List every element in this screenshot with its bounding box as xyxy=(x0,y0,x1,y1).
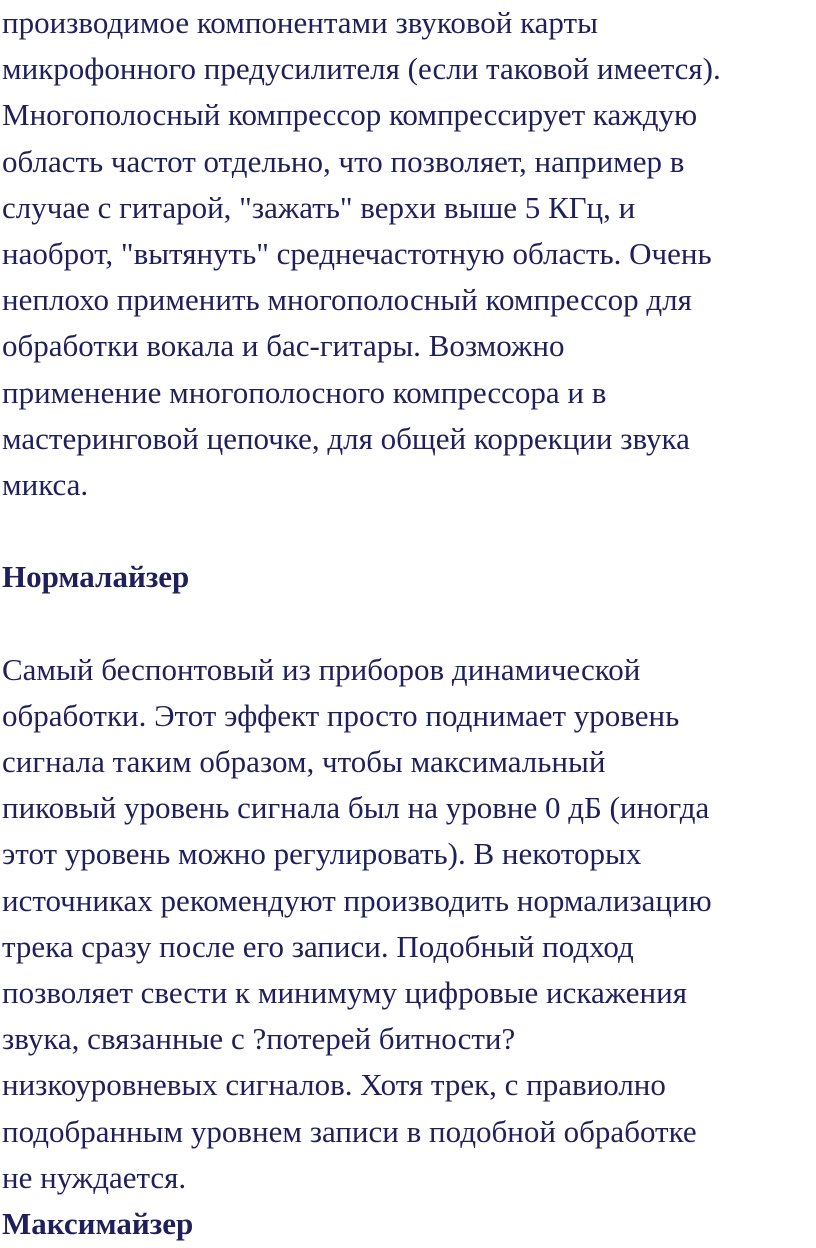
text-line: применение многополосного компрессора и в xyxy=(2,374,607,410)
blank-line xyxy=(2,508,814,554)
text-line: источниках рекомендуют производить нормализацию xyxy=(2,882,712,918)
paragraph-normalizer xyxy=(2,647,814,1201)
text-line: наоброт, "вытянуть" среднечастотную область. Очень xyxy=(2,235,712,271)
paragraph-compressor-end xyxy=(2,0,814,508)
text-line: Самый беспонтовый из приборов динамической xyxy=(2,651,641,687)
text-line: пиковый уровень сигнала был на уровне 0 дБ (иногда xyxy=(2,790,710,826)
text-line: подобранным уровнем записи в подобной обработке xyxy=(2,1113,697,1149)
text-line: область частот отдельно, что позволяет, например в xyxy=(2,143,685,179)
text-line: микрофонного предусилителя (если таковой имеется). xyxy=(2,51,721,87)
document-page xyxy=(2,0,814,1247)
text-line: случае с гитарой, "зажать" верхи выше 5 КГц, и xyxy=(2,189,636,225)
blank-line xyxy=(2,600,814,646)
text-line: этот уровень можно регулировать). В некоторых xyxy=(2,836,642,872)
text-line: звука, связанные с ?потерей битности? xyxy=(2,1021,516,1057)
text-line: позволяет свести к минимуму цифровые искажения xyxy=(2,974,687,1010)
text-line: обработки вокала и бас-гитары. Возможно xyxy=(2,328,565,364)
text-line: не нуждается. xyxy=(2,1159,187,1195)
text-line: Многополосный компрессор компрессирует каждую xyxy=(2,97,698,133)
heading-normalizer: Нормалайзер xyxy=(2,559,190,595)
text-line: трека сразу после его записи. Подобный подход xyxy=(2,928,634,964)
text-line: микса. xyxy=(2,466,89,502)
text-line: сигнала таким образом, чтобы максимальный xyxy=(2,744,606,779)
heading-maximizer: Максимайзер xyxy=(2,1205,194,1241)
text-line: низкоуровневых сигналов. Хотя трек, с правиолно xyxy=(2,1067,666,1103)
text-line: неплохо применить многополосный компрессор для xyxy=(2,282,692,318)
text-line: мастеринговой цепочке, для общей коррекции звука xyxy=(2,420,690,456)
text-line: обработки. Этот эффект просто поднимает уровень xyxy=(2,697,680,733)
text-line: производимое компонентами звуковой карты xyxy=(2,5,598,40)
